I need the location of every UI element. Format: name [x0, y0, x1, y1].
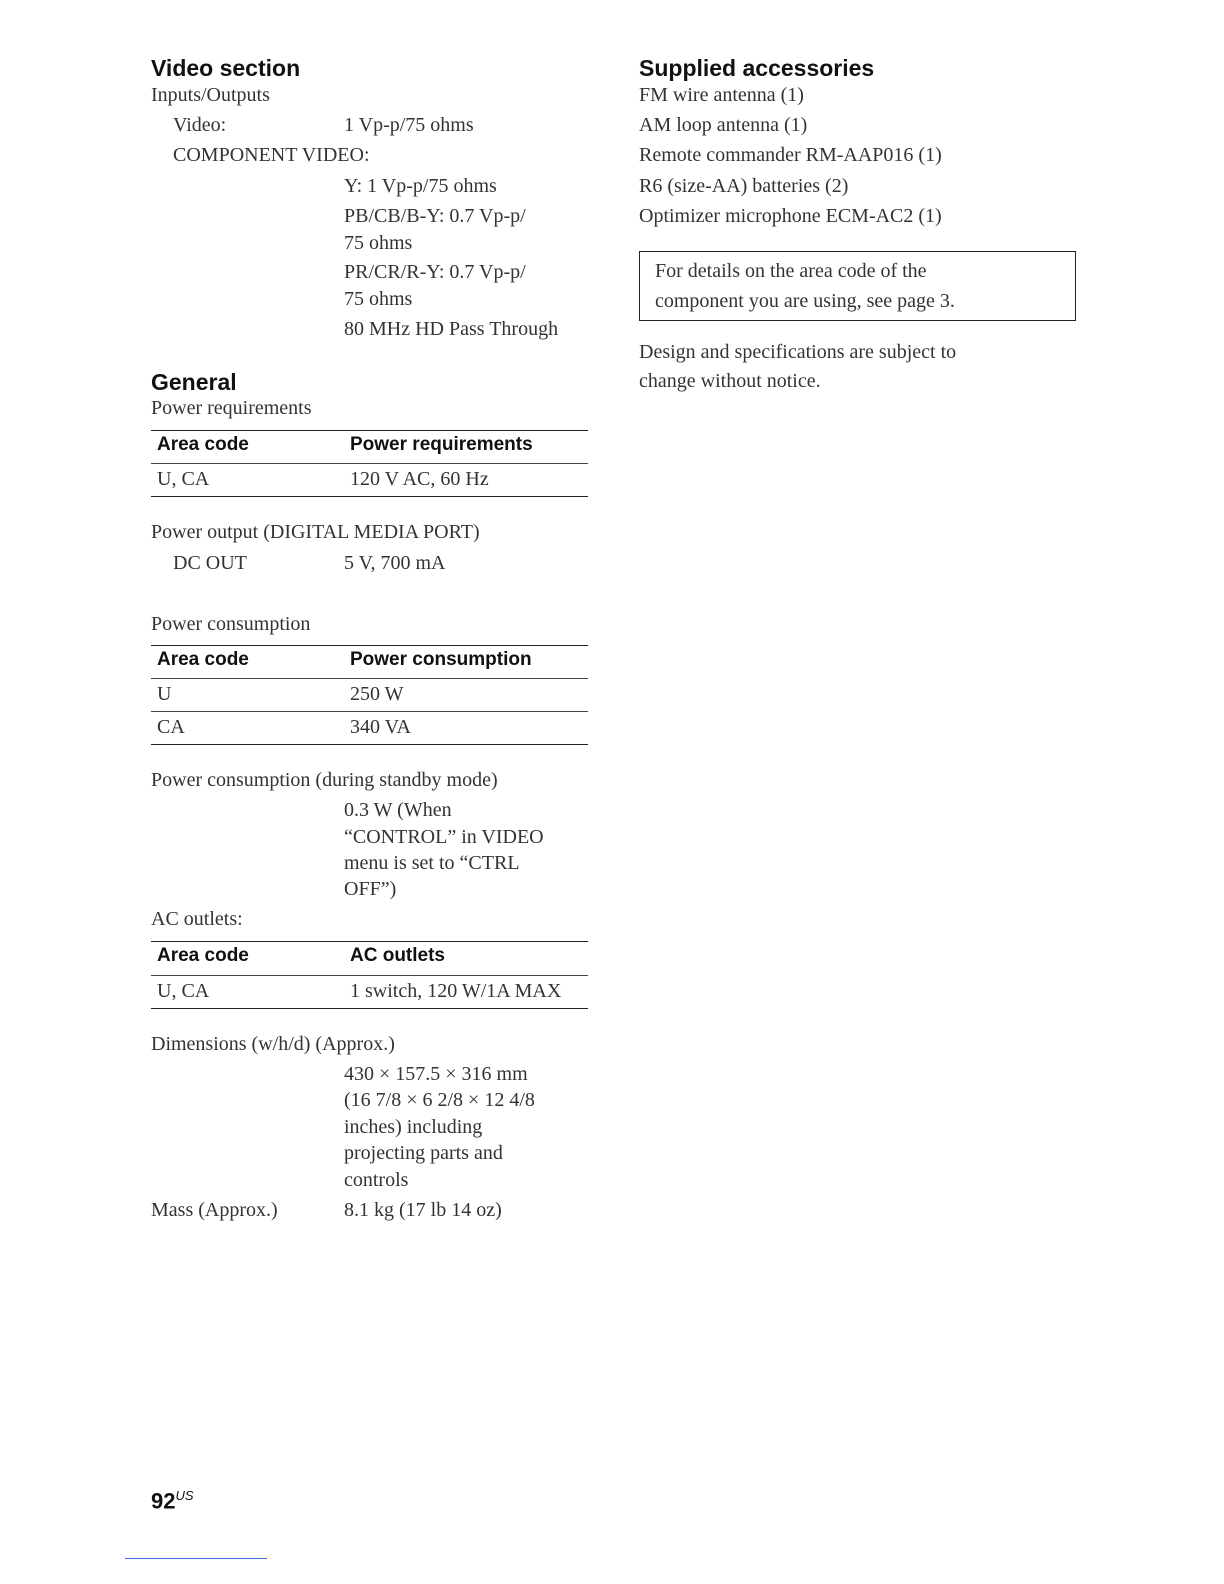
dimensions-line: 430 × 157.5 × 316 mm [344, 1063, 528, 1085]
table-cell: 120 V AC, 60 Hz [350, 468, 489, 490]
power-consumption-label: Power consumption [151, 613, 311, 635]
accessory-item: AM loop antenna (1) [639, 114, 808, 136]
disclaimer-line: change without notice. [639, 370, 821, 392]
table-rule [151, 744, 588, 745]
dc-out-label: DC OUT [173, 552, 247, 574]
table-cell: 1 switch, 120 W/1A MAX [350, 980, 562, 1002]
mass-value: 8.1 kg (17 lb 14 oz) [344, 1199, 502, 1221]
ac-outlets-label: AC outlets: [151, 908, 243, 930]
pb-value-line1: PB/CB/B-Y: 0.7 Vp-p/ [344, 205, 526, 227]
table-header-area-code: Area code [157, 649, 249, 670]
dimensions-line: controls [344, 1169, 409, 1191]
table-header-area-code: Area code [157, 945, 249, 966]
video-label: Video: [173, 114, 227, 136]
table-cell: U, CA [157, 980, 210, 1002]
bottom-divider [125, 1558, 267, 1559]
general-heading: General [151, 369, 237, 395]
pr-value-line1: PR/CR/R-Y: 0.7 Vp-p/ [344, 261, 526, 283]
video-value: 1 Vp-p/75 ohms [344, 114, 474, 136]
table-rule [151, 711, 588, 712]
table-rule [151, 463, 588, 464]
accessory-item: R6 (size-AA) batteries (2) [639, 175, 849, 197]
table-cell: U [157, 683, 172, 705]
supplied-accessories-heading: Supplied accessories [639, 55, 875, 81]
table-cell: 340 VA [350, 716, 411, 738]
dimensions-label: Dimensions (w/h/d) (Approx.) [151, 1033, 395, 1055]
standby-line: “CONTROL” in VIDEO [344, 826, 544, 848]
note-line: For details on the area code of the [655, 260, 927, 282]
table-rule [151, 1008, 588, 1009]
power-requirements-label: Power requirements [151, 397, 312, 419]
mass-label: Mass (Approx.) [151, 1199, 278, 1221]
dimensions-line: (16 7/8 × 6 2/8 × 12 4/8 [344, 1089, 535, 1111]
table-cell: CA [157, 716, 185, 738]
page-number-value: 92 [151, 1488, 176, 1514]
table-rule [151, 430, 588, 431]
dc-out-value: 5 V, 700 mA [344, 552, 446, 574]
standby-line: menu is set to “CTRL [344, 852, 520, 874]
standby-line: OFF”) [344, 878, 397, 900]
page-number-suffix: US [175, 1488, 194, 1503]
video-section-heading: Video section [151, 55, 301, 81]
hd-pass-through: 80 MHz HD Pass Through [344, 318, 559, 340]
accessory-item: Remote commander RM-AAP016 (1) [639, 144, 942, 166]
table-cell: 250 W [350, 683, 404, 705]
standby-line: 0.3 W (When [344, 799, 452, 821]
component-video-label: COMPONENT VIDEO: [173, 144, 370, 166]
y-value: Y: 1 Vp-p/75 ohms [344, 175, 497, 197]
pb-value-line2: 75 ohms [344, 232, 413, 254]
table-header-area-code: Area code [157, 434, 249, 455]
table-header-ac-outlets: AC outlets [350, 945, 445, 966]
inputs-outputs-label: Inputs/Outputs [151, 84, 270, 106]
table-rule [151, 941, 588, 942]
standby-label: Power consumption (during standby mode) [151, 769, 498, 791]
dimensions-line: projecting parts and [344, 1142, 503, 1164]
disclaimer-line: Design and specifications are subject to [639, 341, 957, 363]
pr-value-line2: 75 ohms [344, 288, 413, 310]
table-header-power-consumption: Power consumption [350, 649, 532, 670]
area-code-note-box [639, 251, 1076, 321]
dimensions-line: inches) including [344, 1116, 483, 1138]
table-header-power-requirements: Power requirements [350, 434, 533, 455]
power-output-label: Power output (DIGITAL MEDIA PORT) [151, 521, 480, 543]
table-cell: U, CA [157, 468, 210, 490]
accessory-item: Optimizer microphone ECM-AC2 (1) [639, 205, 942, 227]
page-number [151, 1488, 194, 1514]
table-rule [151, 496, 588, 497]
table-rule [151, 678, 588, 679]
table-rule [151, 975, 588, 976]
accessory-item: FM wire antenna (1) [639, 84, 804, 106]
note-line: component you are using, see page 3. [655, 290, 955, 312]
table-rule [151, 645, 588, 646]
